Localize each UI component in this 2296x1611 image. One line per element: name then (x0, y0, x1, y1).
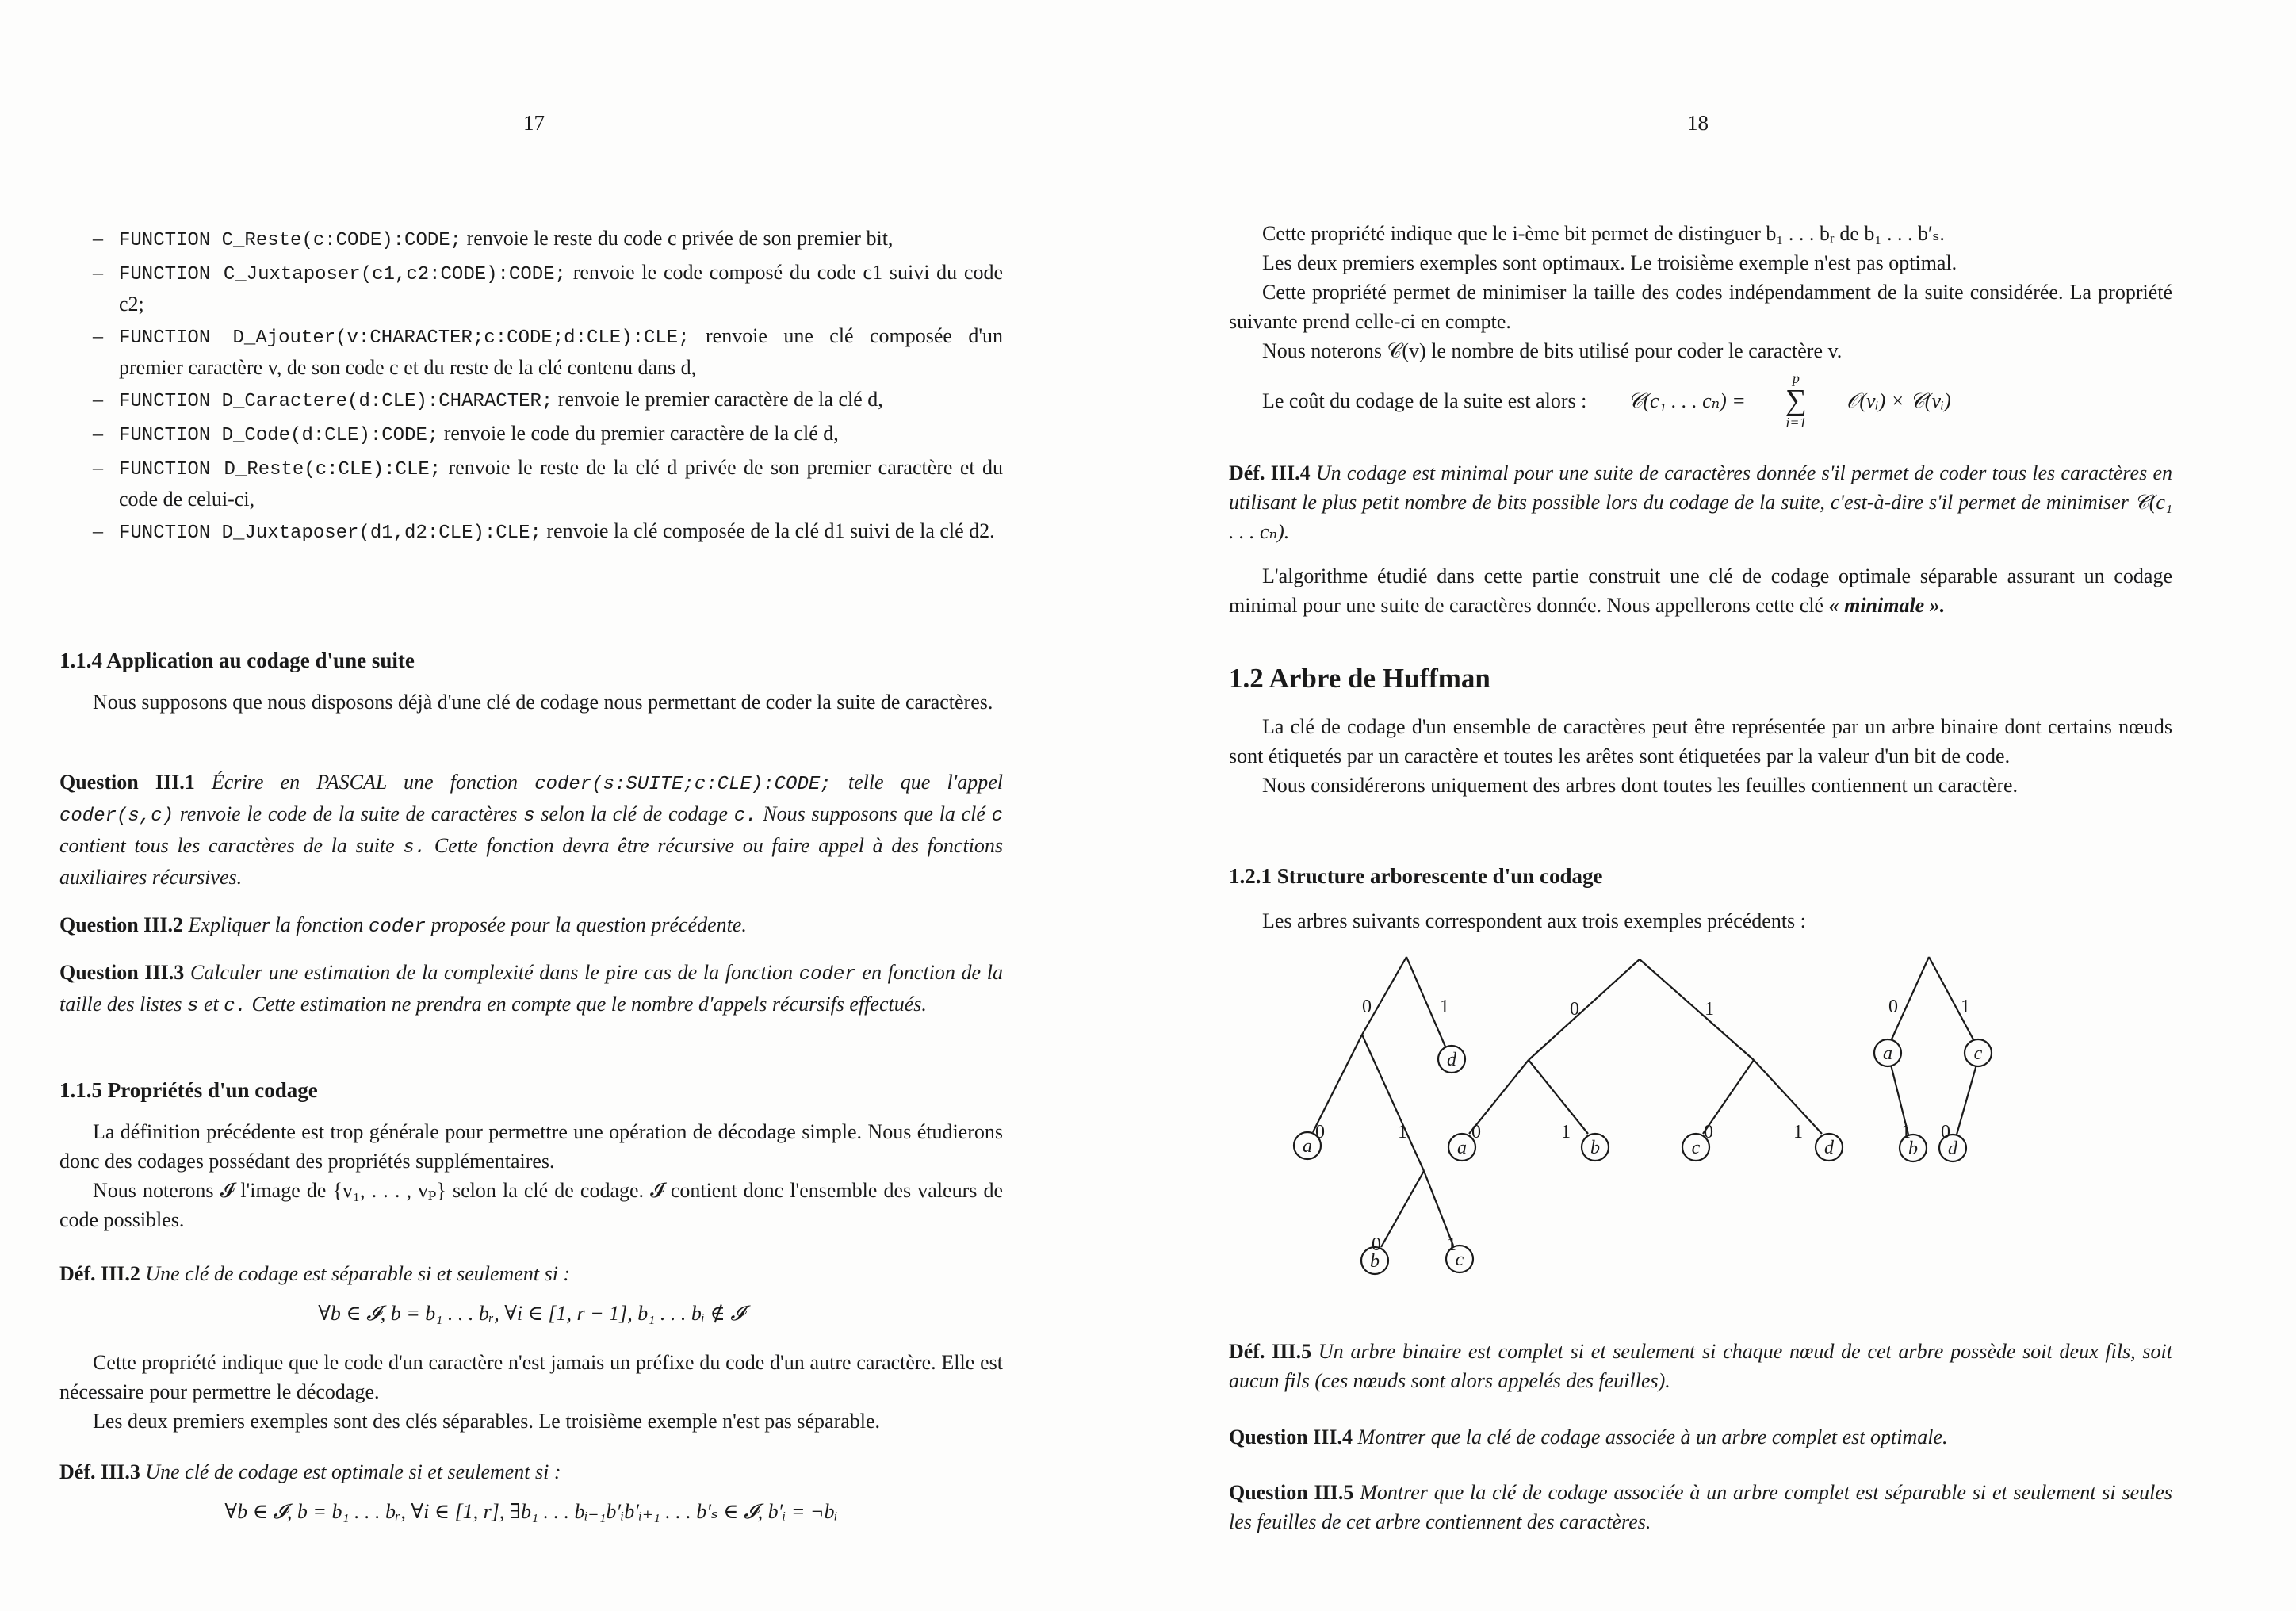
edge-label: 0 (1888, 997, 1898, 1017)
paragraph: La définition précédente est trop générale pour permettre une opération de décodage simple. Nous étudierons donc des codages possédant des propriétés supplémentaires. (59, 1120, 1003, 1173)
edge-label: 0 (1372, 1234, 1381, 1255)
question-text: Nous supposons que la clé (763, 802, 985, 825)
edge-label: 1 (1398, 1122, 1407, 1142)
paragraph: Nous noterons 𝓘 l'image de {v₁, . . . , vₚ} selon la clé de codage. 𝓘 contient donc l'ensemble des valeurs de code possibles. (59, 1179, 1003, 1231)
definition-text: Une clé de codage est séparable si et seulement si : (145, 1262, 571, 1285)
section-1-2-1 (1229, 864, 2172, 936)
node-label: a (1457, 1138, 1467, 1158)
edge-label: 0 (1362, 997, 1372, 1017)
question-label: Question III.2 (59, 913, 184, 936)
paragraph: Les arbres suivants correspondent aux trois exemples précédents : (1262, 909, 1806, 932)
function-item (59, 224, 1003, 255)
function-list (59, 224, 1003, 550)
node-label: d (1948, 1138, 1957, 1159)
function-description: renvoie le code du premier caractère de la clé d, (443, 422, 839, 445)
question-text: Expliquer la fonction (188, 913, 364, 936)
sum-operator (1752, 370, 1807, 430)
question-text: Calculer une estimation de la complexité dans le pire cas de la fonction (189, 961, 793, 984)
section-heading: 1.2.1 Structure arborescente d'un codage (1229, 864, 1603, 888)
term-minimale: « minimale ». (1828, 594, 1946, 617)
definition-label: Déf. III.3 (59, 1460, 140, 1483)
code: coder(s:SUITE;c:CLE):CODE; (534, 774, 832, 795)
function-item (59, 419, 1003, 450)
paragraph: La clé de codage d'un ensemble de caractères peut être représentée par un arbre binaire dont certains nœuds sont étiquetés par un caractère et toutes les arêtes sont étiquetées par la valeur d'un bit de code. (1229, 715, 2172, 767)
edge-label: 0 (1941, 1122, 1950, 1142)
section-heading: 1.1.4 Application au codage d'une suite (59, 649, 415, 672)
code: s. (403, 837, 427, 859)
paragraph: Cette propriété indique que le i-ème bit permet de distinguer b₁ . . . bᵣ de b₁ . . . b′ₛ. (1262, 222, 1945, 245)
question-text: selon la clé de codage (541, 802, 729, 825)
node-label: d (1447, 1050, 1456, 1070)
node-label: b (1908, 1138, 1918, 1159)
function-item (59, 385, 1003, 416)
function-signature: FUNCTION D_Caractere(d:CLE):CHARACTER; (119, 391, 553, 412)
question-text: Montrer que la clé de codage associée à un arbre complet est optimale. (1357, 1425, 1948, 1448)
question-text: proposée pour la question précédente. (430, 913, 747, 936)
paragraph: Cette propriété permet de minimiser la taille des codes indépendamment de la suite considérée. La propriété suivante prend celle-ci en compte. (1229, 281, 2172, 333)
edge-label: 0 (1471, 1122, 1481, 1142)
sum-upper: p (1792, 370, 1800, 386)
question-text: Cette fonction devra être récursive ou faire appel à des fonctions auxiliaires récursives. (59, 834, 1004, 889)
section-heading: 1.1.5 Propriétés d'un codage (59, 1078, 318, 1102)
question-text: telle que l'appel (848, 771, 1004, 794)
paragraph: Les deux premiers exemples sont des clés séparables. Le troisième exemple n'est pas séparable. (93, 1410, 881, 1433)
function-signature: FUNCTION D_Juxtaposer(d1,d2:CLE):CLE; (119, 522, 541, 544)
node-label: b (1590, 1138, 1600, 1158)
question-iii-2 (59, 910, 1003, 942)
code: coder (798, 964, 856, 985)
page-number: 17 (523, 111, 545, 135)
node-label: b (1370, 1251, 1380, 1272)
code: c (991, 806, 1004, 827)
algorithm-paragraph (1229, 561, 2172, 620)
edge-label: 1 (1447, 1234, 1456, 1255)
function-signature: FUNCTION D_Ajouter(v:CHARACTER;c:CODE;d:CLE):CLE; (119, 327, 690, 349)
question-text: et (203, 993, 219, 1016)
edge-label: 0 (1570, 999, 1579, 1020)
function-description: renvoie une clé composée d'un premier caractère v, de son code c et du reste de la clé contenu dans d, (119, 324, 1004, 379)
section-heading: 1.2 Arbre de Huffman (1229, 663, 1490, 694)
edge-label: 0 (1704, 1122, 1713, 1142)
code: coder(s,c) (59, 806, 174, 827)
function-signature: FUNCTION C_Juxtaposer(c1,c2:CODE):CODE; (119, 264, 566, 285)
edge-label: 1 (1440, 997, 1449, 1017)
question-text: Montrer que la clé de codage associée à un arbre complet est séparable si et seulement si seules les feuilles de cet arbre contiennent des caractères. (1229, 1481, 2173, 1533)
question-iii-1 (59, 767, 1003, 892)
node-label: a (1883, 1043, 1892, 1064)
node-label: c (1973, 1043, 1983, 1064)
function-item (59, 516, 1003, 548)
definition-text: Une clé de codage est optimale si et seulement si : (145, 1460, 561, 1483)
node-label: c (1455, 1249, 1464, 1270)
formula-lhs: 𝒞(c₁ . . . cₙ) = (1628, 388, 1746, 412)
definition-iii-3 (59, 1457, 1003, 1528)
right-page (1148, 0, 2296, 1611)
formula: ∀b ∈ 𝓘, b = b₁ . . . bᵣ, ∀i ∈ [1, r − 1], b₁ . . . bᵢ ∉ 𝓘 (318, 1302, 744, 1325)
definition-iii-2 (59, 1259, 1003, 1330)
question-label: Question III.4 (1229, 1425, 1353, 1448)
definition-iii-5 (1229, 1337, 2172, 1395)
function-description: renvoie le reste de la clé d privée de son premier caractère et du code de celui-ci, (119, 456, 1004, 511)
question-iii-3 (59, 958, 1003, 1021)
edge-label: 1 (1561, 1122, 1571, 1142)
function-item (59, 321, 1003, 382)
definition-text: Un codage est minimal pour une suite de caractères donnée s'il permet de coder tous les caractères en utilisant le plus petit nombre de bits possible lors du codage de la suite, c'est-à-dire s'il permet de minimiser 𝒞(c₁ . . . cₙ). (1229, 461, 2172, 543)
section-1-1-5 (59, 1078, 1003, 1234)
node-label: d (1824, 1138, 1834, 1158)
paragraph: L'algorithme étudié dans cette partie construit une clé de codage optimale séparable assurant un codage minimal pour une suite de caractères donnée. Nous appellerons cette clé (1229, 564, 2172, 617)
definition-text: Un arbre binaire est complet si et seulement si chaque nœud de cet arbre possède soit deux fils, soit aucun fils (ces nœuds sont alors appelés des feuilles). (1229, 1340, 2173, 1392)
edge-label: 1 (1901, 1122, 1911, 1142)
function-signature: FUNCTION D_Code(d:CLE):CODE; (119, 425, 439, 446)
optimality-remark (1229, 219, 2172, 430)
section-1-1-4 (59, 649, 1003, 717)
edge-label: 1 (1793, 1122, 1803, 1142)
question-iii-4 (1229, 1422, 2172, 1452)
function-description: renvoie le premier caractère de la clé d, (557, 388, 883, 411)
node-label: a (1303, 1136, 1312, 1157)
separability-remark (59, 1348, 1003, 1436)
question-label: Question III.5 (1229, 1481, 1354, 1504)
code: coder (369, 916, 427, 938)
code: s (187, 996, 199, 1017)
formula-rhs: 𝒪(vᵢ) × 𝒞(vᵢ) (1846, 388, 1951, 412)
function-signature: FUNCTION D_Reste(c:CLE):CLE; (119, 459, 442, 480)
paragraph: Nous noterons 𝒞(v) le nombre de bits utilisé pour coder le caractère v. (1262, 339, 1843, 362)
question-iii-5 (1229, 1478, 2172, 1536)
page-number: 18 (1687, 111, 1709, 135)
paragraph: Cette propriété indique que le code d'un caractère n'est jamais un préfixe du code d'un autre caractère. Elle est nécessaire pour permettre le décodage. (59, 1351, 1003, 1403)
function-description: renvoie le reste du code c privée de son premier bit, (466, 227, 894, 250)
function-signature: FUNCTION C_Reste(c:CODE):CODE; (119, 230, 462, 251)
edge-label: 1 (1705, 999, 1714, 1020)
question-text: renvoie le code de la suite de caractères (179, 802, 518, 825)
definition-label: Déf. III.5 (1229, 1340, 1312, 1363)
definition-label: Déf. III.4 (1229, 461, 1311, 484)
question-label: Question III.3 (59, 961, 185, 984)
definition-iii-4 (1229, 458, 2172, 546)
node-label: c (1691, 1138, 1701, 1158)
sum-sign: ∑ (1785, 384, 1807, 417)
question-text: Cette estimation ne prendra en compte que le nombre d'appels récursifs effectués. (251, 993, 927, 1016)
cost-formula (1229, 370, 2172, 430)
huffman-trees-figure (1291, 947, 2131, 1328)
paragraph: Nous considérerons uniquement des arbres dont toutes les feuilles contiennent un caractère. (1262, 774, 2019, 797)
code: s (523, 806, 535, 827)
formula-text: Le coût du codage de la suite est alors : (1262, 388, 1587, 412)
edge-label: 0 (1315, 1122, 1325, 1142)
edge-label: 1 (1961, 997, 1970, 1017)
code: c. (224, 996, 247, 1017)
formula: ∀b ∈ 𝓘, b = b₁ . . . bᵣ, ∀i ∈ [1, r], ∃b₁ . . . bᵢ₋₁b′ᵢb′ᵢ₊₁ . . . b′ₛ ∈ 𝓘, b′ᵢ = ¬bᵢ (224, 1500, 838, 1523)
definition-label: Déf. III.2 (59, 1262, 140, 1285)
function-item (59, 258, 1003, 319)
code: c. (733, 806, 757, 827)
paragraph: Nous supposons que nous disposons déjà d'une clé de codage nous permettant de coder la suite de caractères. (93, 691, 993, 714)
sum-lower: i=1 (1785, 415, 1807, 430)
question-text: Écrire en PASCAL une fonction (211, 771, 518, 794)
section-1-2 (1229, 663, 2172, 800)
function-description: renvoie le code composé du code c1 suivi du code c2; (119, 261, 1004, 316)
function-description: renvoie la clé composée de la clé d1 suivi de la clé d2. (546, 519, 995, 542)
paragraph: Les deux premiers exemples sont optimaux. Le troisième exemple n'est pas optimal. (1262, 251, 1957, 274)
question-text: contient tous les caractères de la suite (59, 834, 395, 857)
question-label: Question III.1 (59, 771, 195, 794)
question-text: en fonction de la taille des listes (59, 961, 1004, 1016)
function-item (59, 453, 1003, 514)
